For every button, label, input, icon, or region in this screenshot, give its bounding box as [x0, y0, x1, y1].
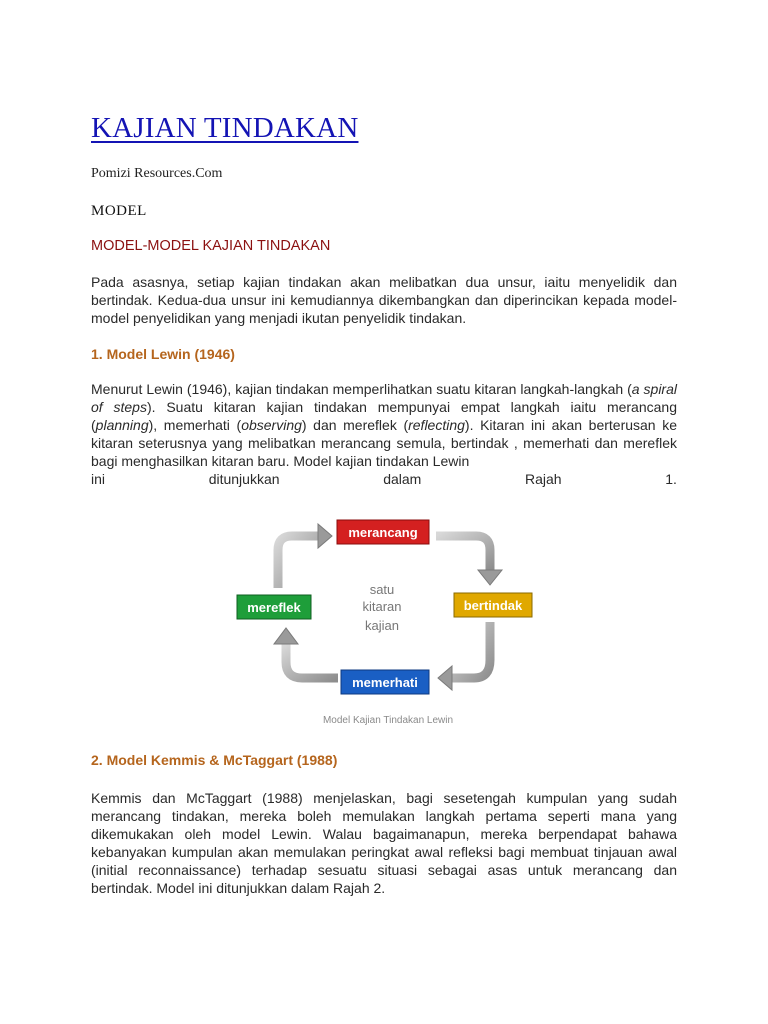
last-word-1: ini	[91, 471, 106, 487]
last-word-2: ditunjukkan	[208, 471, 280, 487]
kemmis-paragraph: Kemmis dan McTaggart (1988) menjelaskan, bagi sesetengah kumpulan yang sudah merancang tindakan, mereka boleh memulakan langkah pertama seperti mana yang dikemukakan oleh model Lewin. Walau bagaimanapun, mereka berpendapat bahawa kebanyakan kumpulan akan memulakan peringkat awal refleksi bagi membuat tinjauan awal (initial reconnaissance) terhadap sesuatu situasi sebagai asas untuk merancang dan bertindak. Model ini ditunjukkan dalam Rajah 2.	[91, 790, 677, 896]
lewin-text-h: reflecting	[408, 417, 465, 433]
memerhati-label: memerhati	[352, 675, 418, 690]
arrowhead-4	[274, 628, 298, 644]
intro-paragraph: Pada asasnya, setiap kajian tindakan akan melibatkan dua unsur, iaitu menyelidik dan bertindak. Kedua-dua unsur ini kemudiannya dikembangkan dan diperincikan kepada model-model penyelidikan yang menjadi ikutan penyelidik tindakan.	[91, 274, 677, 326]
lewin-heading: 1. Model Lewin (1946)	[91, 346, 235, 362]
lewin-paragraph	[91, 380, 677, 488]
step-bertindak	[454, 593, 532, 617]
lewin-text-g: ) dan mereflek (	[301, 417, 409, 433]
step-merancang	[337, 520, 429, 544]
arrow-mereflek-to-merancang	[278, 536, 318, 588]
section-heading: MODEL-MODEL KAJIAN TINDAKAN	[91, 238, 331, 254]
diagram-caption: Model Kajian Tindakan Lewin	[322, 715, 454, 726]
bertindak-label: bertindak	[463, 598, 523, 613]
page-title[interactable]: KAJIAN TINDAKAN	[91, 112, 359, 144]
step-memerhati	[341, 670, 429, 694]
last-word-5: 1.	[665, 471, 677, 487]
lewin-text-c: ). Suatu kitaran kajian tindakan mempunyai empat langkah iaitu merancang (	[91, 399, 677, 433]
center-line-3: kajian	[365, 618, 399, 633]
arrowhead-3	[438, 666, 452, 690]
arrow-bertindak-to-memerhati	[452, 622, 490, 678]
lewin-text-f: observing	[241, 417, 302, 433]
source-text: Pomizi Resources.Com	[91, 166, 223, 181]
center-line-2: kitaran	[362, 599, 402, 614]
mereflek-label: mereflek	[247, 600, 301, 615]
lewin-cycle-svg	[230, 510, 540, 735]
lewin-text-a: Menurut Lewin (1946), kajian tindakan memperlihatkan suatu kitaran langkah-langkah (	[91, 381, 632, 397]
lewin-last-line	[91, 470, 677, 488]
lewin-text-i: ). Kitaran ini akan berterusan ke kitaran seterusnya yang melibatkan merancang semula, bertindak , memerhati dan mereflek bagi menghasilkan kitaran baru. Model kajian tindakan Lewin	[91, 417, 677, 469]
arrowhead-1	[318, 524, 332, 548]
lewin-text-b: a spiral of steps	[91, 381, 677, 415]
step-mereflek	[237, 595, 311, 619]
lewin-text-e: ), memerhati (	[148, 417, 242, 433]
arrowhead-2	[478, 570, 502, 585]
center-line-1: satu	[369, 582, 395, 597]
model-heading: MODEL	[91, 203, 147, 219]
arrow-merancang-to-bertindak	[436, 536, 490, 570]
arrow-memerhati-to-mereflek	[286, 644, 338, 678]
last-word-3: dalam	[383, 471, 422, 487]
cycle-center-text	[362, 582, 401, 633]
kemmis-heading: 2. Model Kemmis & McTaggart (1988)	[91, 752, 338, 768]
merancang-label: merancang	[348, 525, 418, 540]
lewin-text-d: planning	[95, 417, 149, 433]
last-word-4: Rajah	[525, 471, 562, 487]
lewin-cycle-diagram	[230, 510, 540, 735]
